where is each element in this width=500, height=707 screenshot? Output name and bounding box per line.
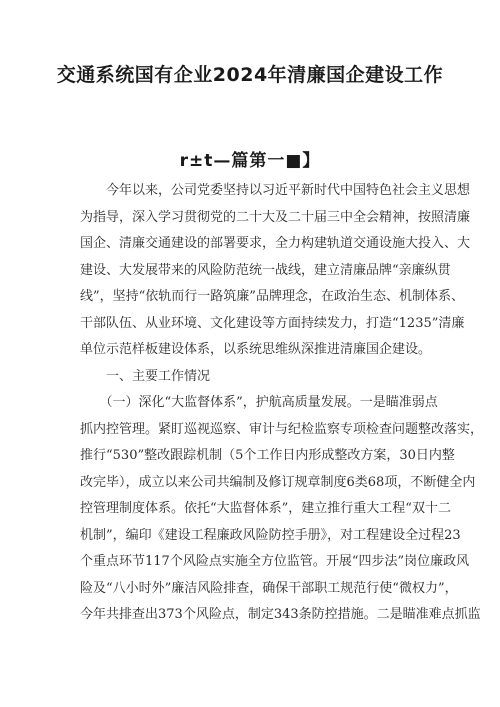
paragraph-line: 推行“530”整改跟踪机制（5个工作日内形成整改方案，30日内整 xyxy=(80,448,455,463)
paragraph-line: 单位示范样板建设体系，以系统思维纵深推进清廉国企建设。 xyxy=(80,342,432,357)
paragraph-line: 机制”，编印《建设工程廉政风险防控手册》，对工程建设全过程23 xyxy=(80,527,461,543)
paragraph-line: 今年以来，公司党委坚持以习近平新时代中国特色社会主义思想 xyxy=(80,183,471,198)
paragraph-line: 抓内控管理。紧盯巡视巡察、审计与纪检监察专项检查问题整改落实， xyxy=(80,421,484,437)
paragraph-line: 干部队伍、从业环境、文化建设等方面持续发力，打造“1235”清廉 xyxy=(80,315,465,331)
paragraph-line: 今年共排查出373个风险点，制定343条防控措施。二是瞄准难点抓监 xyxy=(80,607,481,622)
document-body xyxy=(80,178,484,629)
paragraph-line: 控管理制度体系。依托“大监督体系”，建立推行重大工程“双十二 xyxy=(80,501,451,516)
paragraph-line: 个重点环节117个风险点实施全方位监管。开展“四步法”岗位廉政风 xyxy=(80,554,470,569)
section-heading: 一、主要工作情况 xyxy=(80,368,211,384)
document-title: 交通系统国有企业2024年清廉国企建设工作 xyxy=(56,64,444,86)
paragraph-line: （一）深化“大监督体系”，护航高质量发展。一是瞄准弱点 xyxy=(80,395,438,410)
paragraph-line: 建设、大发展带来的风险防范统一战线，建立清廉品牌“亲廉纵贯 xyxy=(80,262,451,278)
paragraph-line: 为指导，深入学习贯彻党的二十大及二十届三中全会精神，按照清廉 xyxy=(80,209,471,225)
paragraph-line: 改完毕），成立以来公司共编制及修订规章制度6类68项，不断健全内 xyxy=(80,474,476,490)
paragraph-line: 线”，坚持“依轨而行一路筑廉”品牌理念，在政治生态、机制体系、 xyxy=(80,289,464,304)
paragraph-line: 国企、清廉交通建设的部署要求，全力构建轨道交通设施大投入、大 xyxy=(80,236,471,251)
paragraph-line: 险及“八小时外”廉洁风险排查，确保干部职工规范行使“微权力”， xyxy=(80,580,458,596)
document-subtitle: r±t—篇第一■】 xyxy=(179,151,321,171)
